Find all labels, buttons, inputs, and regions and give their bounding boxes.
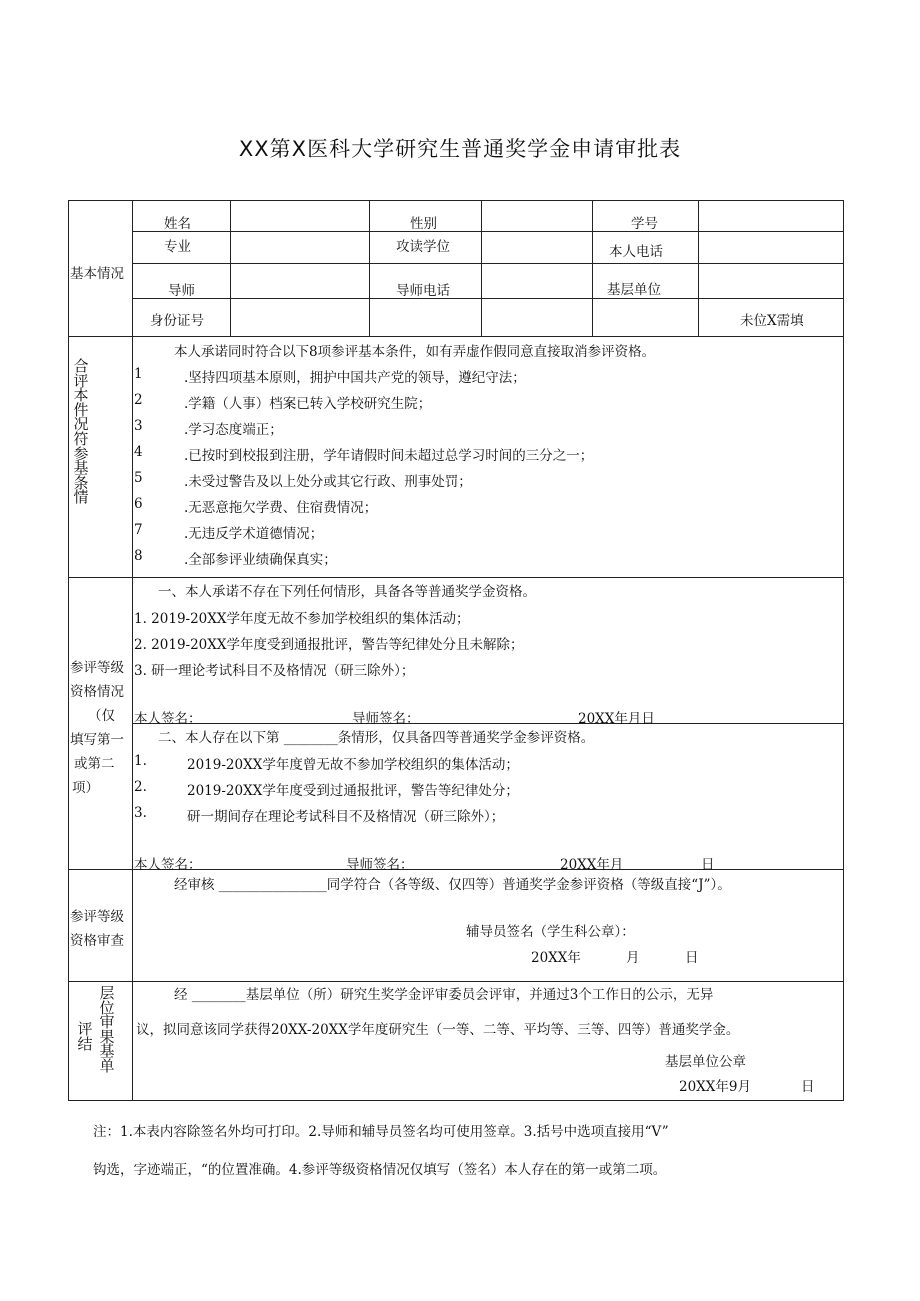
part2-day: 日 [701, 857, 715, 873]
grade-part2-num: 3. [134, 805, 147, 821]
counselor-signature-label: 辅导员签名（学生科公章）： [466, 924, 635, 940]
condition-text: .坚持四项基本原则，拥护中国共产党的领导，遵纪守法； [184, 370, 526, 386]
self-signature-field[interactable] [204, 851, 338, 868]
condition-num: 5 [134, 470, 143, 486]
phone-field[interactable] [700, 233, 841, 262]
conditions-intro: 本人承诺同时符合以下8项参评基本条件，如有弄虚作假同意直接取消参评资格。 [174, 344, 656, 360]
review-date-day: 日 [685, 950, 699, 966]
result-day: 日 [801, 1079, 815, 1095]
result-section-label-b: 评结 [77, 1020, 93, 1053]
basic-section-label: 基本情况 [70, 266, 124, 282]
grade-part2-intro: 二、本人存在以下第 ________条情形，仅具备四等普通奖学金参评资格。 [158, 730, 595, 746]
advisor-phone-label: 导师电话 [396, 283, 450, 299]
result-date: 20XX年9月 [679, 1079, 751, 1095]
condition-text: .学习态度端正； [184, 422, 283, 438]
condition-text: .未受过警告及以上处分或其它行政、刑事处罚； [184, 474, 472, 490]
result-line-1: 经 ________基层单位（所）研究生奖学金评审委员会评审，并通过3个工作日的公示，无异 [174, 987, 714, 1003]
grade-part1-item: 3. 研一理论考试科目不及格情况（研三除外）； [134, 663, 415, 679]
advisor-label: 导师 [168, 283, 195, 299]
condition-text: .已按时到校报到注册，学年请假时间未超过总学习时间的三分之一； [184, 448, 594, 464]
notes-line-2: 钩选，字迹端正，“的位置准确。4.参评等级资格情况仅填写（签名）本人存在的第一或第二项。 [93, 1162, 667, 1178]
grade-part2-num: 2. [134, 779, 147, 795]
grade-part2-item: 2019-20XX学年度受到过通报批评，警告等纪律处分； [187, 783, 519, 799]
condition-num: 2 [134, 392, 143, 408]
degree-field[interactable] [483, 233, 590, 262]
name-field[interactable] [232, 202, 367, 230]
phone-label: 本人电话 [609, 244, 663, 260]
condition-text: .学籍（人事）档案已转入学校研究生院； [184, 396, 432, 412]
condition-num: 8 [134, 548, 143, 564]
advisor-signature-label: 导师签名： [352, 711, 420, 727]
condition-num: 4 [134, 444, 143, 460]
review-date-month: 月 [626, 950, 640, 966]
name-label: 姓名 [164, 216, 191, 232]
advisor-phone-field[interactable] [483, 265, 590, 297]
grade-part1-item: 1. 2019-20XX学年度无故不参加学校组织的集体活动； [134, 611, 470, 627]
condition-num: 7 [134, 522, 143, 538]
conditions-section-label: 合评本件况符参基条情 [73, 357, 89, 507]
unit-stamp-label: 基层单位公章 [665, 1054, 746, 1070]
grade-part1-item: 2. 2019-20XX学年度受到通报批评，警告等纪律处分且未解除； [134, 637, 524, 653]
id-card-field[interactable] [232, 300, 692, 334]
condition-text: .无恶意拖欠学费、住宿费情况； [184, 500, 378, 516]
major-label: 专业 [164, 239, 191, 255]
id-card-label: 身份证号 [150, 313, 204, 329]
condition-text: .全部参评业绩确保真实； [184, 552, 337, 568]
grade-part2-item: 研一期间存在理论考试科目不及格情况（研三除外）； [187, 809, 505, 825]
fill-note: 未位X需填 [740, 313, 804, 329]
condition-num: 3 [134, 418, 143, 434]
review-text: 经审核 ________________同学符合（各等级、仅四等）普通奖学金参评资格（等级直接“J”）。 [174, 877, 731, 893]
result-section-label: 层位审果基单 [99, 984, 115, 1075]
page-title: XX第X医科大学研究生普通奖学金申请审批表 [238, 137, 682, 161]
notes-line-1: 注：1.本表内容除签名外均可打印。2.导师和辅导员签名均可使用签章。3.括号中选项直接用“V” [93, 1124, 669, 1140]
advisor-field[interactable] [232, 265, 367, 297]
gender-field[interactable] [483, 202, 590, 230]
grade-part2-num: 1. [134, 753, 147, 769]
advisor-signature-field[interactable] [422, 705, 572, 722]
part2-date: 20XX年月 [560, 857, 624, 873]
advisor-signature-label: 导师签名： [346, 857, 414, 873]
review-date-year: 20XX年 [531, 950, 581, 966]
gender-label: 性别 [410, 216, 437, 232]
condition-num: 6 [134, 496, 143, 512]
unit-label: 基层单位 [607, 282, 661, 298]
self-signature-label: 本人签名： [134, 857, 202, 873]
unit-field[interactable] [700, 265, 841, 297]
grade-part2-item: 2019-20XX学年度曾无故不参加学校组织的集体活动； [187, 757, 519, 773]
result-line-2: 议，拟同意该同学获得20XX-20XX学年度研究生（一等、二等、平均等、三等、四等）普通奖学金。 [136, 1022, 740, 1038]
student-id-label: 学号 [631, 216, 658, 232]
student-id-field[interactable] [700, 202, 841, 230]
self-signature-label: 本人签名： [134, 711, 202, 727]
major-field[interactable] [232, 233, 367, 262]
self-signature-field[interactable] [204, 705, 344, 722]
advisor-signature-field[interactable] [416, 851, 556, 868]
condition-num: 1 [134, 366, 143, 382]
part1-date: 20XX年月日 [578, 711, 655, 727]
condition-text: .无违反学术道德情况； [184, 526, 324, 542]
grade-part1-intro: 一、本人承诺不存在下列任何情形，具备各等普通奖学金资格。 [158, 584, 536, 600]
degree-label: 攻读学位 [396, 239, 450, 255]
